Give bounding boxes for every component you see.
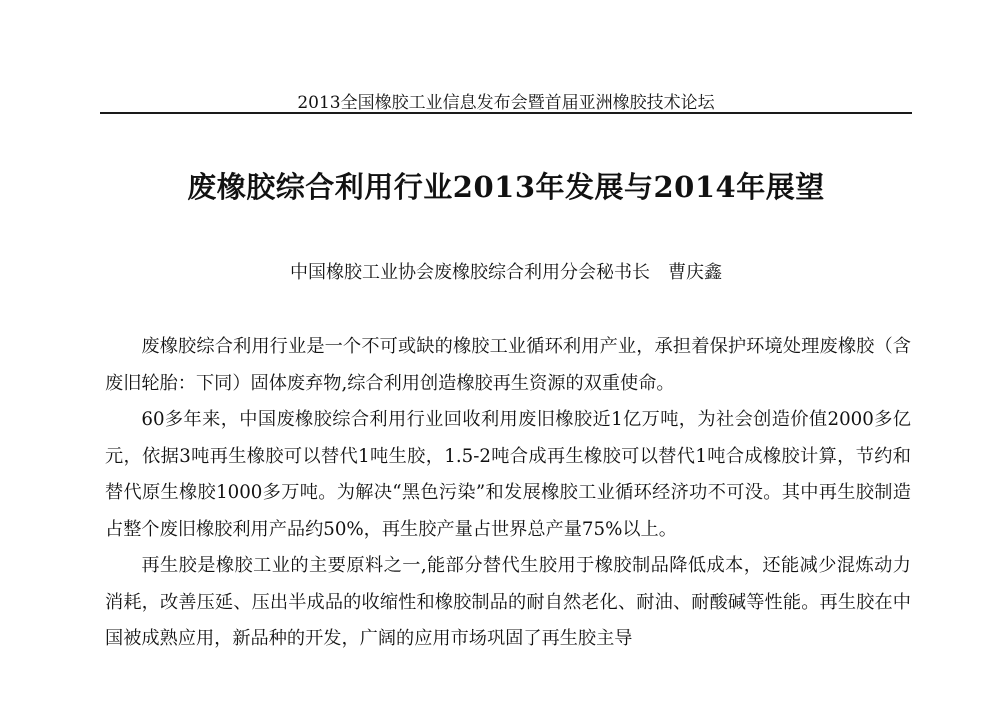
paper-title: 废橡胶综合利用行业2013年发展与2014年展望 — [187, 170, 825, 204]
body-text — [105, 329, 911, 658]
author-affiliation: 中国橡胶工业协会废橡胶综合利用分会秘书长 — [290, 262, 650, 283]
paragraph: 再生胶是橡胶工业的主要原料之一,能部分替代生胶用于橡胶制品降低成本，还能减少混炼动力消耗，改善压延、压出半成品的收缩性和橡胶制品的耐自然老化、耐油、耐酸碱等性能。再生胶在中国被成熟应用，新品种的开发，广阔的应用市场巩固了再生胶主导 — [105, 555, 911, 649]
paragraph: 废橡胶综合利用行业是一个不可或缺的橡胶工业循环利用产业，承担着保护环境处理废橡胶（含废旧轮胎：下同）固体废弃物,综合利用创造橡胶再生资源的双重使命。 — [105, 336, 911, 394]
byline — [100, 258, 912, 284]
author-name: 曹庆鑫 — [668, 262, 722, 283]
header-rule — [100, 112, 912, 114]
running-header: 2013全国橡胶工业信息发布会暨首届亚洲橡胶技术论坛 — [297, 93, 715, 113]
paragraph: 60多年来，中国废橡胶综合利用行业回收利用废旧橡胶近1亿万吨，为社会创造价值2000多亿元，依据3吨再生橡胶可以替代1吨生胶，1.5-2吨合成再生橡胶可以替代1吨合成橡胶计算，节约和替代原生橡胶1000多万吨。为解决“黑色污染”和发展橡胶工业循环经济功不可没。其中再生胶制造占整个废旧橡胶利用产品约50%，再生胶产量占世界总产量75%以上。 — [105, 409, 911, 540]
